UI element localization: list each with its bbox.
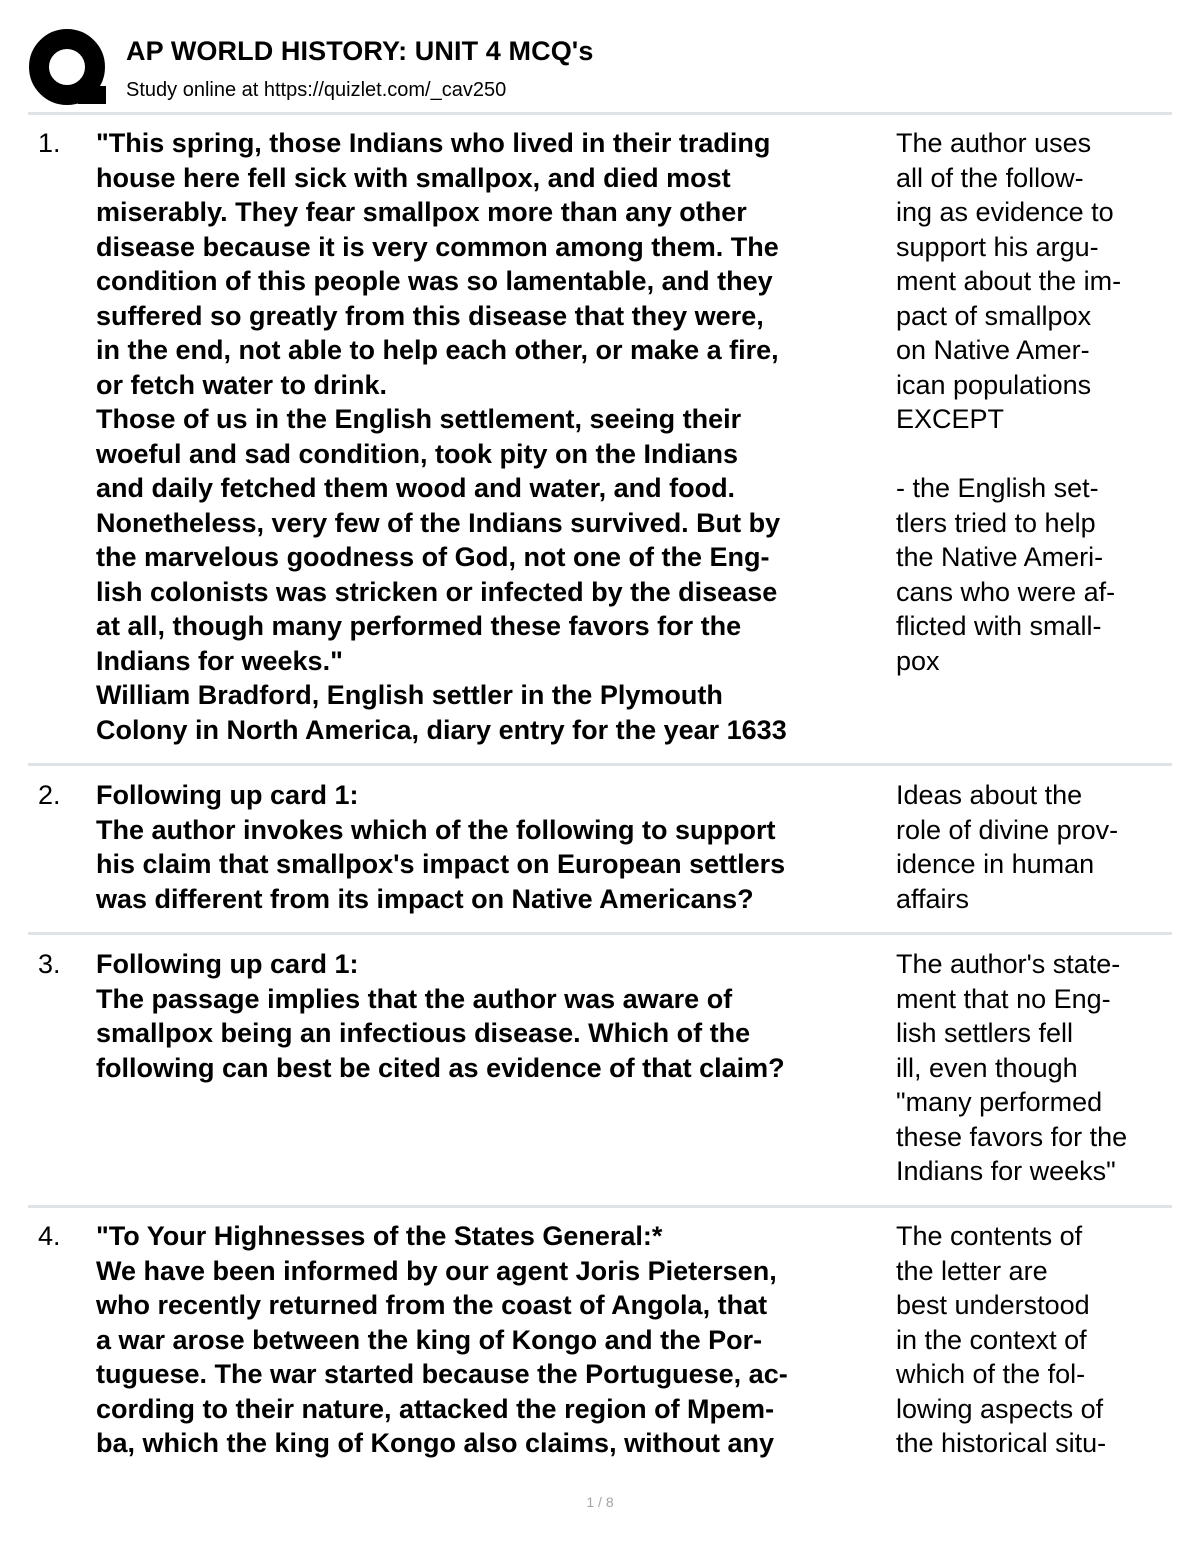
term-line: Following up card 1:	[96, 780, 359, 810]
definition-line: ican populations	[896, 369, 1092, 400]
definition-line: the Native Ameri-	[896, 542, 1104, 572]
definition-line: cans who were af-	[896, 576, 1116, 607]
card-divider	[28, 932, 1172, 935]
definition-line: in the context of	[896, 1324, 1087, 1355]
definition-line: idence in human	[896, 849, 1095, 879]
definition-line: ment that no Eng-	[896, 983, 1111, 1014]
term-line: in the end, not able to help each other, or make a fire,	[96, 335, 779, 365]
definition-line: tlers tried to help	[896, 507, 1096, 538]
card-definition	[896, 1219, 1172, 1461]
card-divider	[28, 1205, 1172, 1208]
definition-line: lowing aspects of	[896, 1393, 1104, 1424]
term-line: ba, which the king of Kongo also claims, without any	[96, 1428, 775, 1458]
definition-line: affairs	[896, 883, 970, 914]
term-line: lish colonists was stricken or infected by the disease	[96, 576, 778, 607]
definition-line: lish settlers fell	[896, 1018, 1074, 1048]
card-number: 2.	[38, 780, 61, 810]
definition-line: flicted with small-	[896, 611, 1102, 641]
page-indicator: 1 / 8	[586, 1494, 614, 1510]
card-term	[96, 947, 892, 1085]
card-term	[96, 1219, 892, 1461]
card-term	[96, 778, 892, 916]
term-line: Nonetheless, very few of the Indians survived. But by	[96, 507, 781, 538]
term-line: "This spring, those Indians who lived in their trading	[96, 128, 771, 158]
term-line: his claim that smallpox's impact on European settlers	[96, 849, 786, 879]
quizlet-q-logo-icon	[28, 28, 110, 110]
term-line: cording to their nature, attacked the region of Mpem-	[96, 1393, 775, 1424]
definition-line: The author's state-	[896, 949, 1121, 979]
term-line: The passage implies that the author was aware of	[96, 983, 733, 1014]
card-number: 4.	[38, 1221, 61, 1251]
term-line: house here fell sick with smallpox, and died most	[96, 162, 731, 193]
term-line: miserably. They fear smallpox more than any other	[96, 197, 747, 227]
term-line: condition of this people was so lamentable, and they	[96, 266, 773, 296]
definition-line: ill, even though	[896, 1052, 1078, 1083]
definition-line: The author uses	[896, 128, 1092, 158]
term-line: smallpox being an infectious disease. Which of the	[96, 1018, 751, 1048]
term-line: and daily fetched them wood and water, and food.	[96, 473, 736, 503]
study-online-link-text: Study online at https://quizlet.com/_cav250	[126, 79, 507, 101]
card-number: 3.	[38, 949, 61, 979]
definition-line: EXCEPT	[896, 404, 1005, 434]
definition-line: "many performed	[896, 1087, 1103, 1117]
term-line: who recently returned from the coast of Angola, that	[96, 1290, 768, 1320]
term-line: suffered so greatly from this disease that they were,	[96, 300, 764, 331]
definition-line: best understood	[896, 1290, 1090, 1320]
definition-line: on Native Amer-	[896, 335, 1090, 365]
definition-line: pox	[896, 645, 940, 676]
header-divider	[28, 112, 1172, 115]
term-line: We have been informed by our agent Joris Pietersen,	[96, 1255, 777, 1286]
term-line: Indians for weeks."	[96, 645, 343, 676]
card-definition	[896, 778, 1172, 916]
term-line: Following up card 1:	[96, 949, 359, 979]
definition-line: Ideas about the	[896, 780, 1083, 810]
definition-line: Indians for weeks"	[896, 1156, 1116, 1186]
term-line: was different from its impact on Native Americans?	[96, 883, 754, 914]
definition-line: pact of smallpox	[896, 300, 1092, 331]
definition-line: - the English set-	[896, 473, 1099, 503]
term-line: Those of us in the English settlement, seeing their	[96, 404, 742, 434]
term-line: following can best be cited as evidence of that claim?	[96, 1052, 785, 1083]
term-line: William Bradford, English settler in the Plymouth	[96, 680, 723, 710]
card-definition	[896, 947, 1172, 1189]
term-line: disease because it is very common among them. The	[96, 231, 779, 262]
term-line: at all, though many performed these favors for the	[96, 611, 742, 641]
definition-line: which of the fol-	[896, 1359, 1086, 1389]
term-line: The author invokes which of the following to support	[96, 814, 776, 845]
definition-line: all of the follow-	[896, 162, 1084, 193]
definition-line: ing as evidence to	[896, 197, 1114, 227]
term-line: Colony in North America, diary entry for the year 1633	[96, 714, 787, 745]
definition-line: support his argu-	[896, 231, 1099, 262]
definition-line: these favors for the	[896, 1121, 1128, 1152]
page-title: AP WORLD HISTORY: UNIT 4 MCQ's	[126, 36, 594, 66]
term-line: woeful and sad condition, took pity on the Indians	[96, 438, 739, 469]
page-header	[28, 28, 1172, 112]
card-definition	[896, 126, 1172, 678]
term-line: or fetch water to drink.	[96, 369, 388, 400]
definition-line: role of divine prov-	[896, 814, 1119, 845]
definition-line: the historical situ-	[896, 1428, 1107, 1458]
term-line: "To Your Highnesses of the States General:*	[96, 1221, 663, 1251]
card-term	[96, 126, 892, 747]
definition-spacer	[896, 437, 1172, 472]
term-line: the marvelous goodness of God, not one of the Eng-	[96, 542, 770, 572]
term-line: a war arose between the king of Kongo and the Por-	[96, 1324, 763, 1355]
card-divider	[28, 763, 1172, 766]
definition-line: The contents of	[896, 1221, 1083, 1251]
term-line: tuguese. The war started because the Portuguese, ac-	[96, 1359, 788, 1389]
card-number: 1.	[38, 128, 61, 158]
definition-line: ment about the im-	[896, 266, 1122, 296]
definition-line: the letter are	[896, 1255, 1048, 1286]
